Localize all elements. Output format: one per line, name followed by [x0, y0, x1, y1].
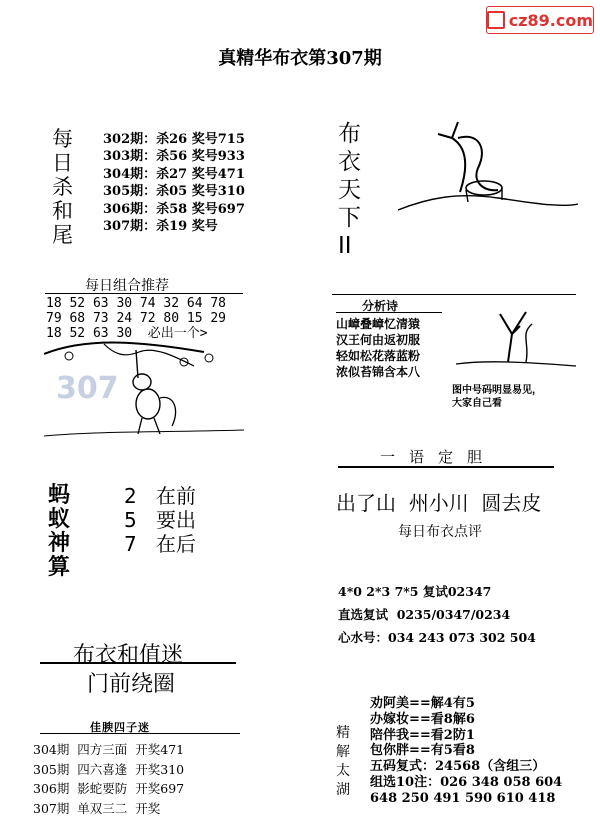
kill-row: 307期：杀19 奖号 — [103, 219, 218, 235]
tree-illustration — [398, 118, 578, 222]
taihu-row: 组选10注：026 348 058 604 — [370, 774, 563, 790]
yiyu-title: 一语定胆 — [380, 448, 497, 466]
buyi-char: II — [338, 233, 352, 259]
combo-line: 18 52 63 30 74 32 64 78 — [46, 296, 227, 311]
combo-title: 每日组合推荐 — [85, 278, 169, 294]
taihu-char: 湖 — [336, 782, 350, 798]
poem-lines — [336, 316, 420, 380]
kill-label — [52, 128, 73, 248]
taihu-row: 陪伴我==看2防1 — [370, 727, 475, 743]
buyi-tianxia-label — [338, 120, 361, 260]
ant-label-char: 算 — [48, 555, 71, 580]
kill-label-char: 日 — [52, 151, 73, 175]
kill-label-char: 和 — [52, 199, 73, 223]
combo-line: 18 52 63 30 必出一个> — [46, 326, 208, 341]
four-riddle-rows — [33, 740, 184, 818]
buyi-char: 下 — [338, 205, 361, 231]
monkey-illustration — [44, 336, 244, 442]
logo-text: cz89.com — [508, 10, 593, 30]
divider — [332, 294, 576, 295]
ant-text: 要出 — [156, 508, 196, 532]
riddle-row: 306期 影蛇要防 开奖697 — [33, 781, 185, 797]
kill-rows — [103, 131, 245, 235]
riddle-row: 307期 单双三二 开奖 — [33, 800, 161, 816]
kill-label-char: 尾 — [52, 223, 73, 247]
comment-lines — [338, 580, 536, 649]
ant-row — [124, 532, 196, 556]
comment-line: 4*0 2*3 7*5 复试02347 — [338, 584, 492, 599]
page-title: 真精华布衣第307期 — [218, 48, 382, 69]
ant-label-char: 蚁 — [48, 507, 71, 532]
taihu-row: 五码复式：24568（含组三） — [370, 759, 546, 775]
ant-number: 2 — [124, 484, 137, 508]
ant-number: 5 — [124, 508, 137, 532]
taihu-label — [336, 724, 350, 800]
ant-label-char: 蚂 — [48, 483, 71, 508]
combo-line: 79 68 73 24 72 80 15 29 — [46, 311, 227, 326]
four-riddle-title: 佳腴四子迷 — [90, 721, 150, 734]
svg-text:307: 307 — [56, 371, 119, 406]
kill-row: 306期：杀58 奖号697 — [103, 201, 245, 217]
poem-line: 汉王何由返初服 — [336, 333, 421, 347]
yiyu-riddle: 出了山 州小川 圆去皮 — [336, 491, 542, 515]
daily-comment-title: 每日布衣点评 — [398, 524, 482, 540]
taihu-char: 太 — [336, 763, 350, 779]
ant-row — [124, 484, 196, 508]
picture-note — [452, 384, 542, 410]
ant-text: 在后 — [156, 532, 196, 556]
small-tree-illustration — [446, 304, 580, 384]
kill-row: 302期：杀26 奖号715 — [103, 132, 245, 147]
kill-row: 303期：杀56 奖号933 — [103, 149, 245, 165]
ant-label — [48, 484, 70, 580]
buyi-riddle-answer: 门前绕圈 — [87, 672, 176, 697]
taihu-char: 解 — [336, 744, 350, 760]
ant-rows — [124, 484, 196, 556]
poem-title: 分析诗 — [362, 299, 399, 313]
kill-label-char: 杀 — [52, 175, 73, 199]
kill-row: 305期：杀05 奖号310 — [103, 184, 245, 200]
poem-line: 山嶂叠嶂忆清猿 — [336, 317, 421, 331]
poem-line: 浓似苔锦含本八 — [336, 365, 421, 379]
taihu-row: 办嫁妆==看8解6 — [370, 711, 475, 727]
taihu-char: 精 — [336, 725, 350, 741]
divider — [336, 312, 442, 313]
divider — [45, 293, 243, 294]
taihu-row: 648 250 491 590 610 418 — [370, 790, 556, 806]
site-logo — [486, 6, 594, 34]
note-line: 大家自己看 — [452, 398, 502, 409]
taihu-rows — [370, 696, 562, 807]
taihu-row: 劝阿美==解4有5 — [370, 696, 475, 711]
comment-line: 心水号：034 243 073 302 504 — [338, 630, 536, 645]
logo-icon — [487, 11, 505, 29]
divider — [40, 662, 236, 664]
ant-text: 在前 — [156, 484, 196, 508]
buyi-riddle-title: 布衣和值迷 — [73, 643, 184, 668]
riddle-row: 304期 四方三面 开奖471 — [33, 742, 185, 757]
combo-lines — [46, 296, 226, 341]
poem-line: 轻如松花落蓝粉 — [336, 349, 421, 363]
comment-line: 直选复试 0235/0347/0234 — [338, 607, 511, 622]
kill-row: 304期：杀27 奖号471 — [103, 166, 245, 182]
taihu-row: 包你胖==有5看8 — [370, 743, 475, 759]
divider — [40, 733, 240, 734]
note-line: 图中号码明显易见， — [452, 385, 542, 396]
ant-row — [124, 508, 196, 532]
buyi-char: 衣 — [338, 149, 361, 175]
buyi-char: 天 — [338, 177, 361, 203]
riddle-row: 305期 四六喜逢 开奖310 — [33, 761, 185, 777]
divider — [338, 466, 554, 468]
ant-number: 7 — [124, 532, 137, 556]
kill-label-char: 每 — [52, 127, 73, 151]
buyi-char: 布 — [338, 121, 361, 147]
ant-label-char: 神 — [48, 531, 71, 556]
